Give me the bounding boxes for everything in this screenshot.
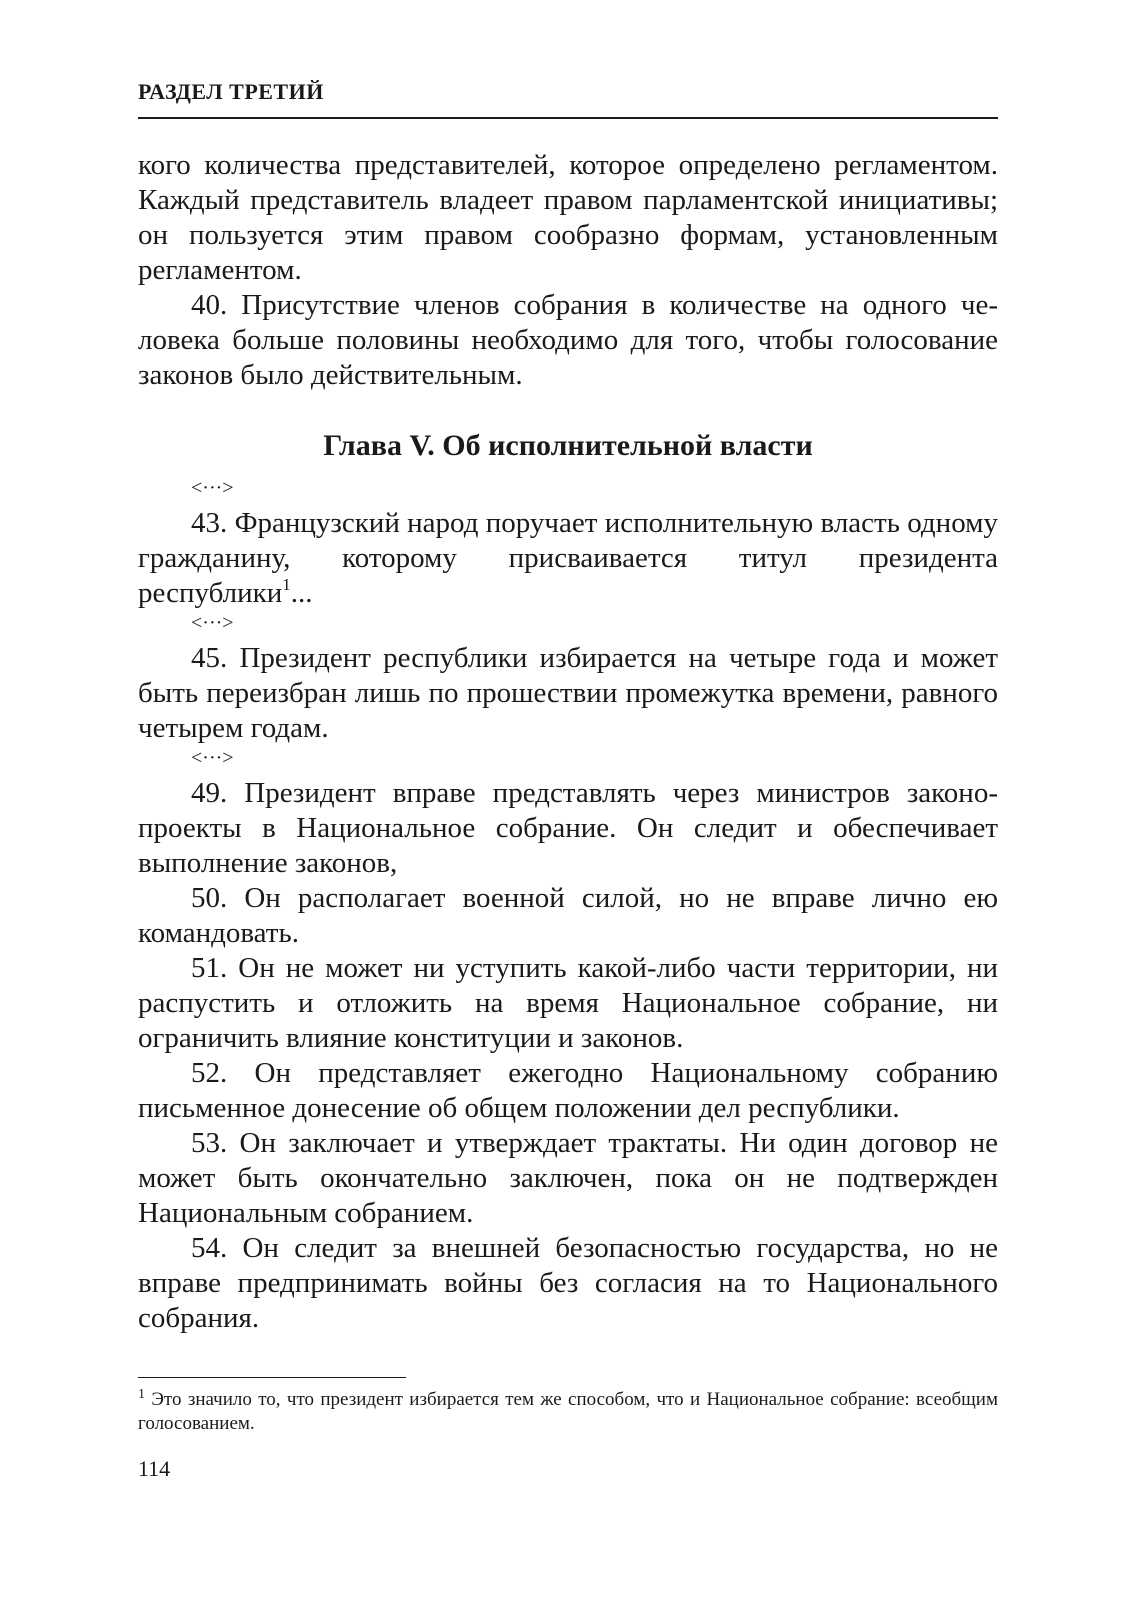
omission-mark: <···>: [191, 612, 234, 634]
paragraph-43: [138, 506, 998, 611]
paragraph-45: 45. Президент республики избирается на четыре года и может быть переизбран лишь по прошествии промежутка времени, равного четырем годам.: [138, 642, 998, 744]
footnote-rule: [138, 1377, 406, 1378]
omission-mark: <···>: [191, 477, 234, 499]
running-head: РАЗДЕЛ ТРЕТИЙ: [138, 79, 324, 104]
omission-mark: <···>: [191, 747, 234, 769]
body-text: [138, 148, 998, 1336]
paragraph-51: 51. Он не может ни уступить какой-либо части территории, ни распустить и отложить на время Национальное собрание, ни ограничить влияние конституции и законов.: [138, 952, 998, 1054]
footnote-reference[interactable]: 1: [282, 575, 291, 594]
page-number: 114: [138, 1456, 171, 1481]
paragraph-52: 52. Он представляет ежегодно Национальному собранию письменное донесение об общем положении дел республики.: [138, 1057, 998, 1124]
paragraph-54: 54. Он следит за внешней безопасностью государства, но не вправе предпринимать войны без согласия на то Национального собрания.: [138, 1232, 998, 1334]
paragraph-53: 53. Он заключает и утверждает трактаты. Ни один договор не может быть окончательно заключен, пока он не подтвержден Национальным собранием.: [138, 1127, 998, 1229]
paragraph-39-continued: кого количества представителей, которое определено регламентом. Каждый представитель владеет правом парламентской инициативы; он пользуется этим правом сообразно формам, установленным регламентом.: [138, 149, 998, 286]
book-page: [138, 0, 998, 1601]
header-rule: [138, 117, 998, 119]
footnote: [138, 1388, 998, 1436]
footnote-text: Это значило то, что президент избирается тем же способом, что и Национальное собрание: всеобщим голосованием.: [138, 1389, 998, 1434]
paragraph-43-text: 43. Французский народ поручает исполнительную власть одному гражданину, которому присваивается титул президента республики: [138, 507, 998, 609]
paragraph-50: 50. Он располагает военной силой, но не вправе лично ею командовать.: [138, 882, 998, 949]
paragraph-49: 49. Президент вправе представлять через министров законопроекты в Национальное собрание. Он следит и обеспечивает выполнение законов,: [138, 777, 998, 879]
chapter-heading: Глава V. Об исполнительной власти: [323, 429, 813, 462]
paragraph-40: 40. Присутствие членов собрания в количестве на одного человека больше половины необходимо для того, чтобы голосование законов было действительным.: [138, 289, 998, 391]
footnote-marker: 1: [138, 1387, 145, 1402]
paragraph-43-tail: ...: [290, 577, 313, 609]
